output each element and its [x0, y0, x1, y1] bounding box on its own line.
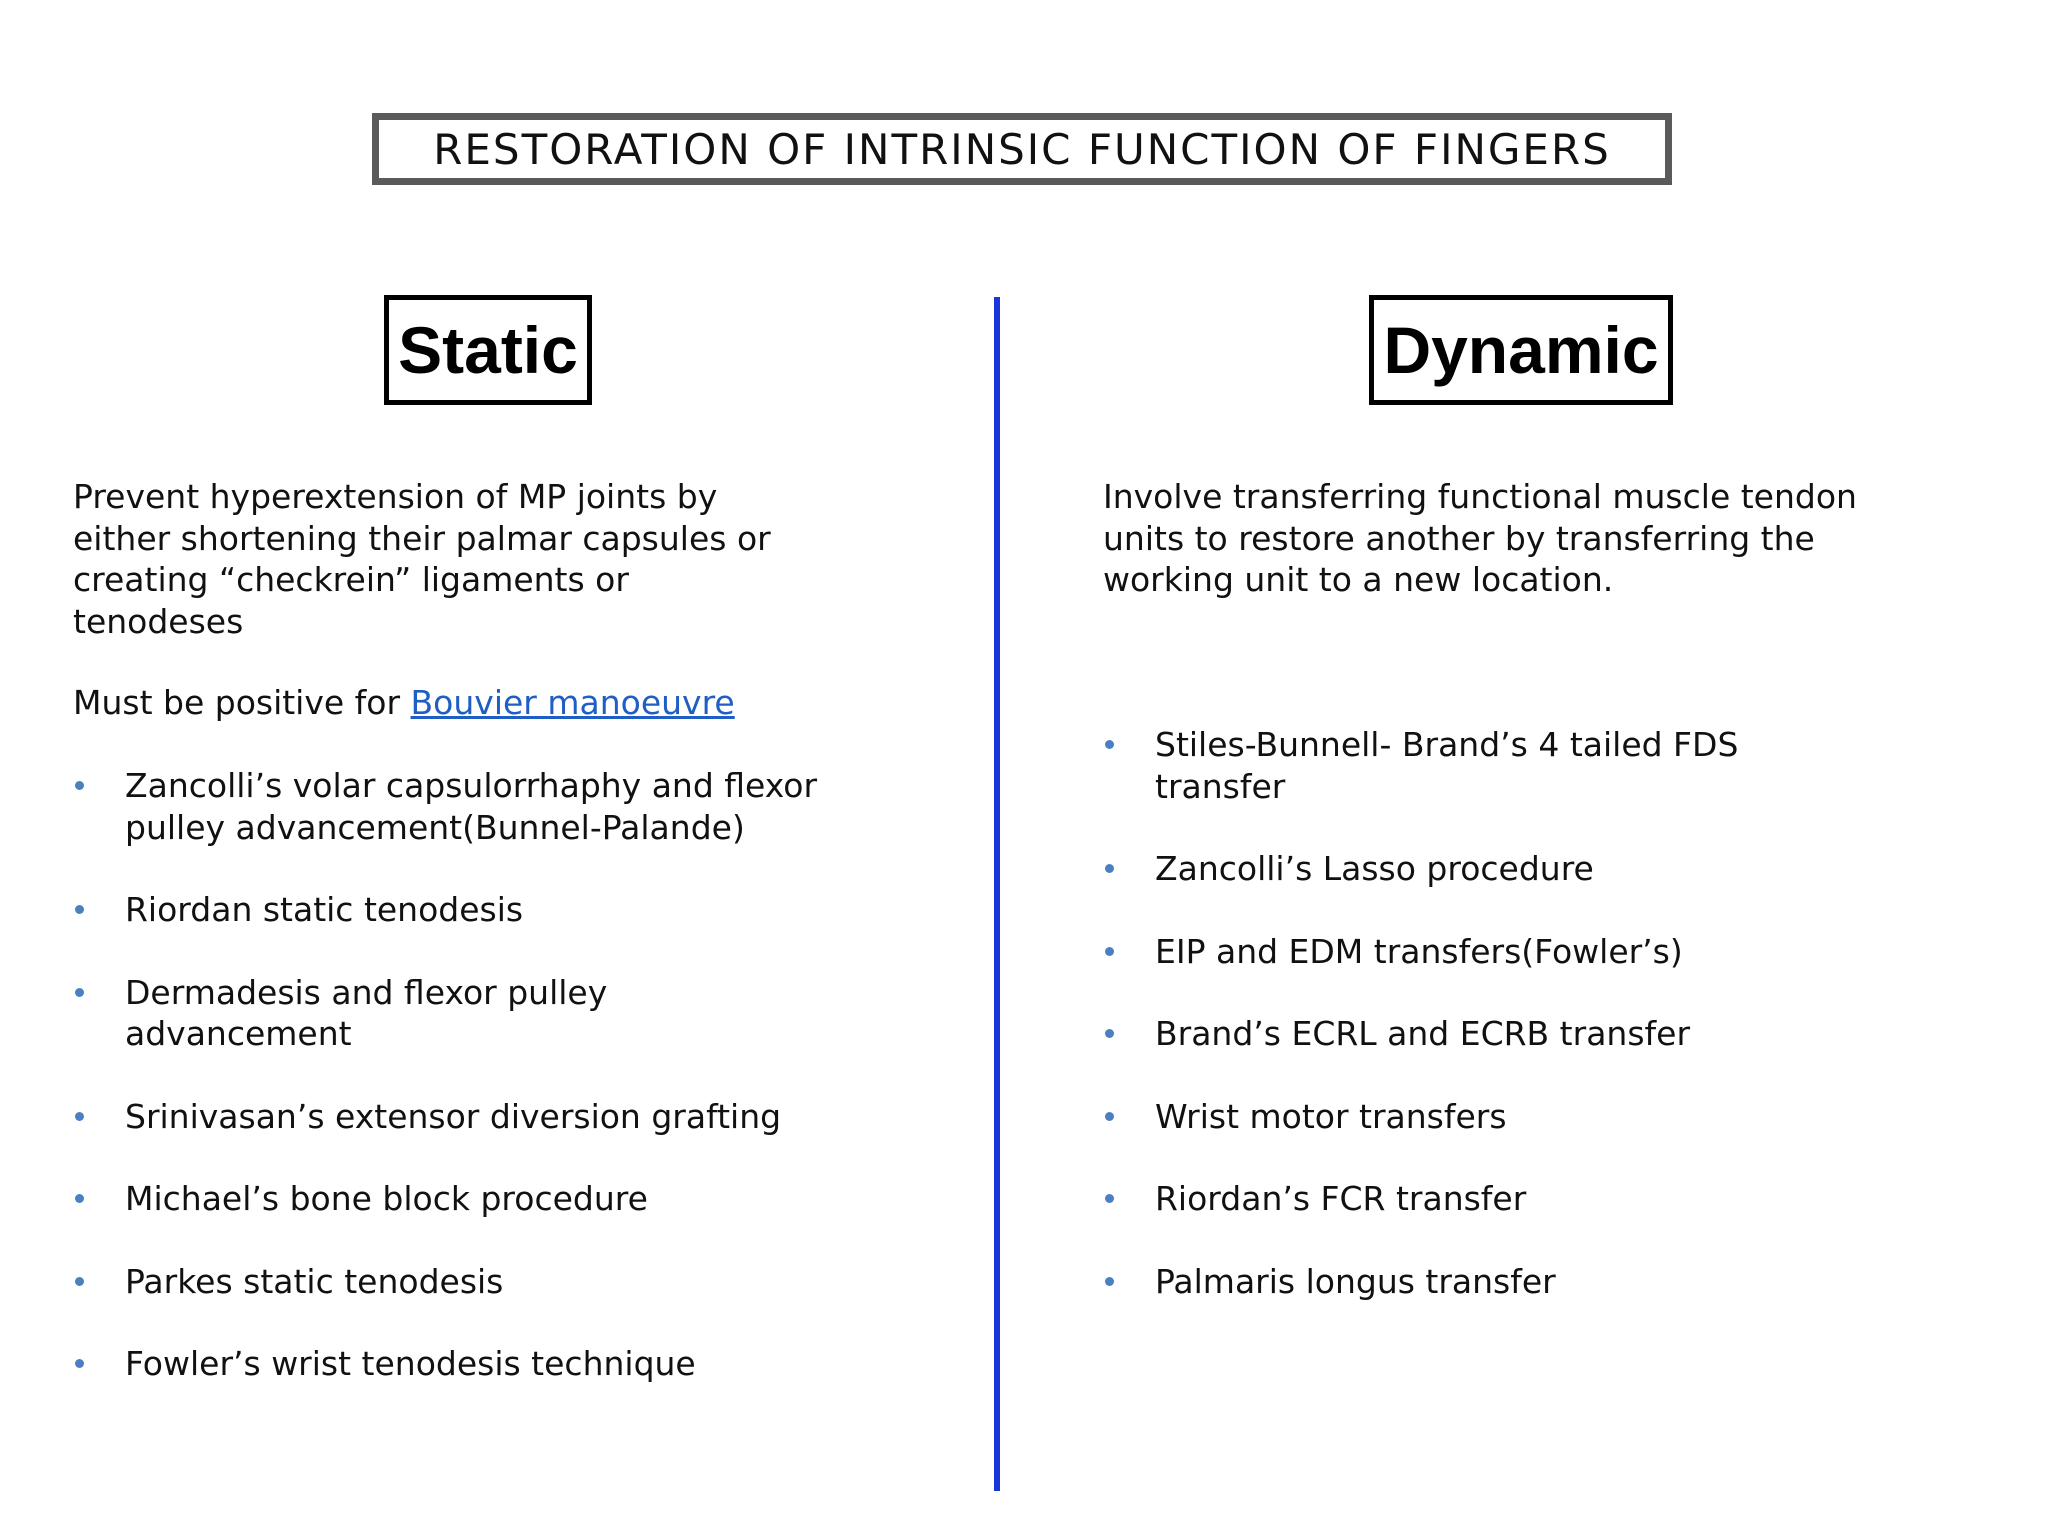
list-item-text: EIP and EDM transfers(Fowler’s): [1155, 931, 1683, 971]
list-item-text: Riordan static tenodesis: [125, 890, 524, 929]
list-item: [73, 972, 833, 1055]
list-item-text: Parkes static tenodesis: [125, 1261, 504, 1301]
list-item: [73, 1096, 833, 1138]
list-item-text: Riordan’s FCR transfer: [1155, 1179, 1527, 1218]
bullet-icon: [1105, 1194, 1114, 1203]
list-item-text: Zancolli’s volar capsulorrhaphy and flexor pulley advancement(Bunnel-Palande): [125, 766, 818, 847]
list-item: [1103, 848, 1863, 890]
list-item: [73, 1178, 833, 1220]
list-item-text: Brand’s ECRL and ECRB transfer: [1155, 1014, 1691, 1053]
list-item: [1103, 931, 1863, 973]
bullet-icon: [75, 1194, 84, 1203]
list-item: [73, 1261, 833, 1303]
list-item-text: Stiles-Bunnell- Brand’s 4 tailed FDS transfer: [1155, 725, 1739, 806]
list-item-text: Palmaris longus transfer: [1155, 1261, 1556, 1301]
bullet-icon: [75, 988, 84, 997]
list-item: [73, 1343, 833, 1385]
bullet-icon: [75, 1359, 84, 1368]
bullet-icon: [1105, 1029, 1114, 1038]
list-item: [73, 765, 833, 848]
column-divider: [994, 297, 1000, 1491]
bullet-icon: [75, 1112, 84, 1121]
list-item: [1103, 724, 1863, 807]
list-item-text: Dermadesis and flexor pulley advancement: [125, 972, 608, 1053]
bullet-icon: [75, 905, 84, 914]
list-item-text: Zancolli’s Lasso procedure: [1155, 849, 1594, 888]
list-item: [1103, 1178, 1863, 1220]
bullet-icon: [1105, 864, 1114, 873]
dynamic-description: Involve transferring functional muscle tendon units to restore another by transferring the working unit to a new location.: [1103, 477, 1857, 599]
static-description: Prevent hyperextension of MP joints by either shortening their palmar capsules or creating “checkrein” ligaments or tenodeses: [73, 477, 771, 641]
bullet-icon: [1105, 1112, 1114, 1121]
dynamic-procedure-list: [1103, 724, 1863, 1343]
bullet-icon: [1105, 947, 1114, 956]
list-item-text: Wrist motor transfers: [1155, 1096, 1507, 1136]
list-item: [1103, 1096, 1863, 1138]
static-heading: Static: [384, 295, 592, 405]
list-item: [73, 889, 833, 931]
dynamic-heading: Dynamic: [1369, 295, 1673, 405]
bullet-icon: [1105, 1277, 1114, 1286]
bullet-icon: [1105, 740, 1114, 749]
bouvier-manoeuvre-link[interactable]: Bouvier manoeuvre: [410, 683, 735, 722]
static-requirement: [73, 682, 893, 724]
static-requirement-prefix: Must be positive for: [73, 683, 411, 722]
list-item-text: Srinivasan’s extensor diversion grafting: [125, 1096, 782, 1136]
list-item: [1103, 1261, 1863, 1303]
bullet-icon: [75, 1277, 84, 1286]
list-item-text: Michael’s bone block procedure: [125, 1179, 648, 1218]
list-item-text: Fowler’s wrist tenodesis technique: [125, 1344, 696, 1383]
slide-title: RESTORATION OF INTRINSIC FUNCTION OF FINGERS: [372, 113, 1672, 185]
static-procedure-list: [73, 765, 833, 1426]
bullet-icon: [75, 781, 84, 790]
list-item: [1103, 1013, 1863, 1055]
